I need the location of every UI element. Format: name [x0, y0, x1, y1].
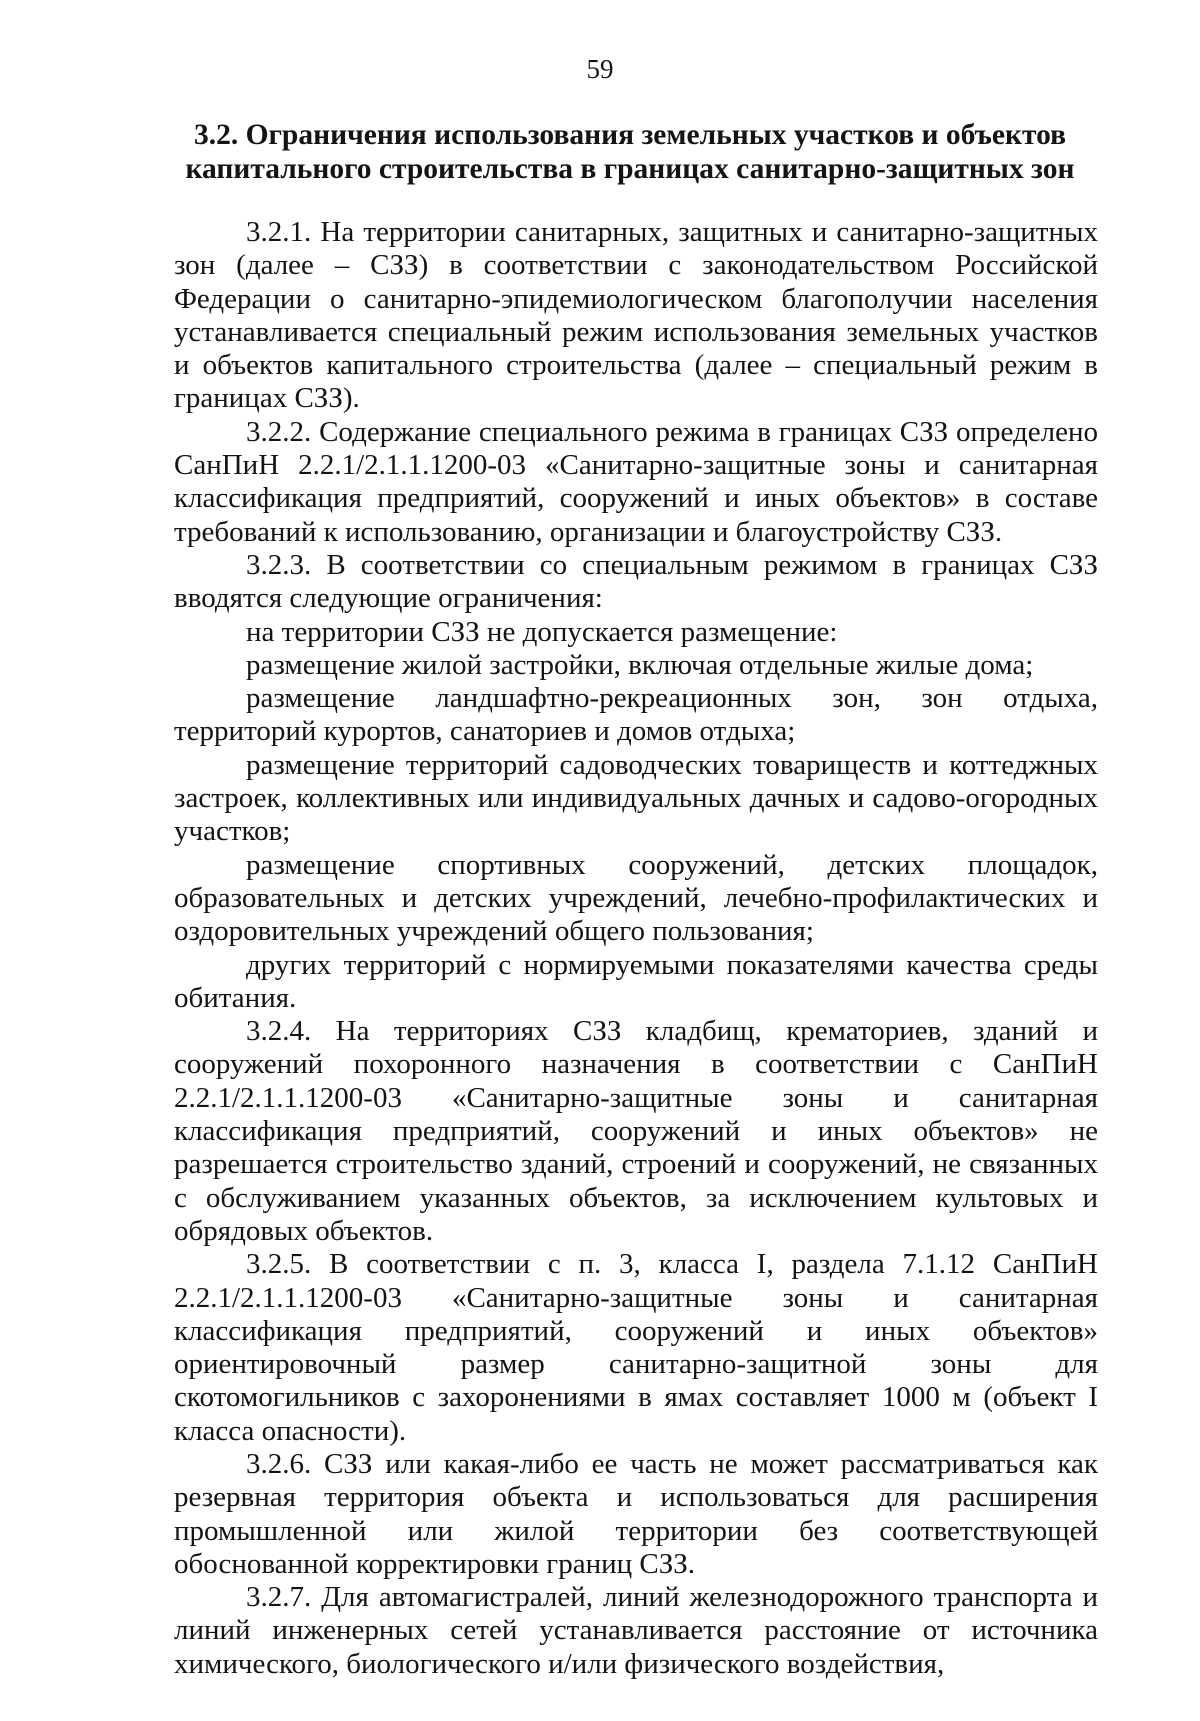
- paragraph-3-2-2: 3.2.2. Содержание специального режима в границах СЗЗ определено СанПиН 2.2.1/2.1.1.1200-03 «Санитарно-защитные зоны и санитарная классификация предприятий, сооружений и иных объектов» в составе требований к использованию, организации и благоустройству СЗЗ.: [174, 415, 1098, 548]
- restriction-item-gardening: размещение территорий садоводческих товариществ и коттеджных застроек, коллективных или индивидуальных дачных и садово-огородных участков;: [174, 748, 1098, 848]
- paragraph-3-2-3: 3.2.3. В соответствии со специальным режимом в границах СЗЗ вводятся следующие ограничения:: [174, 548, 1098, 615]
- paragraph-3-2-7: 3.2.7. Для автомагистралей, линий железнодорожного транспорта и линий инженерных сетей устанавливается расстояние от источника химического, биологического и/или физического воздействия,: [174, 1581, 1098, 1680]
- restriction-intro: на территории СЗЗ не допускается размещение:: [246, 615, 838, 648]
- page-number: 59: [586, 54, 614, 84]
- paragraph-3-2-1: 3.2.1. На территории санитарных, защитных и санитарно-защитных зон (далее – СЗЗ) в соответствии с законодательством Российской Федерации о санитарно-эпидемиологическом благополучии населения устанавливается специальный режим использования земельных участков и объектов капитального строительства (далее – специальный режим в границах СЗЗ).: [174, 216, 1098, 415]
- paragraph-3-2-6: 3.2.6. СЗЗ или какая-либо ее часть не может рассматриваться как резервная территория объекта и использоваться для расширения промышленной или жилой территории без соответствующей обоснованной корректировки границ СЗЗ.: [174, 1447, 1098, 1580]
- paragraph-3-2-5: 3.2.5. В соответствии с п. 3, класса I, раздела 7.1.12 СанПиН 2.2.1/2.1.1.1200-03 «Санитарно-защитные зоны и санитарная классификация предприятий, сооружений и иных объектов» ориентировочный размер санитарно-защитной зоны для скотомогильников с захоронениями в ямах составляет 1000 м (объект I класса опасности).: [174, 1248, 1098, 1447]
- section-body: [174, 216, 1098, 1681]
- restriction-item-sports-education: размещение спортивных сооружений, детских площадок, образовательных и детских учреждений, лечебно-профилактических и оздоровительных учреждений общего пользования;: [174, 848, 1098, 948]
- restriction-item-recreation: размещение ландшафтно-рекреационных зон, зон отдыха, территорий курортов, санаториев и домов отдыха;: [174, 682, 1098, 748]
- restriction-item-other-territories: других территорий с нормируемыми показателями качества среды обитания.: [174, 948, 1098, 1014]
- section-heading: 3.2. Ограничения использования земельных участков и объектов капитального строительства в границах санитарно-защитных зон: [185, 119, 1075, 185]
- restriction-item-housing: размещение жилой застройки, включая отдельные жилые дома;: [246, 648, 1034, 681]
- paragraph-3-2-4: 3.2.4. На территориях СЗЗ кладбищ, крематориев, зданий и сооружений похоронного назначения в соответствии с СанПиН 2.2.1/2.1.1.1200-03 «Санитарно-защитные зоны и санитарная классификация предприятий, сооружений и иных объектов» не разрешается строительство зданий, строений и сооружений, не связанных с обслуживанием указанных объектов, за исключением культовых и обрядовых объектов.: [174, 1015, 1098, 1247]
